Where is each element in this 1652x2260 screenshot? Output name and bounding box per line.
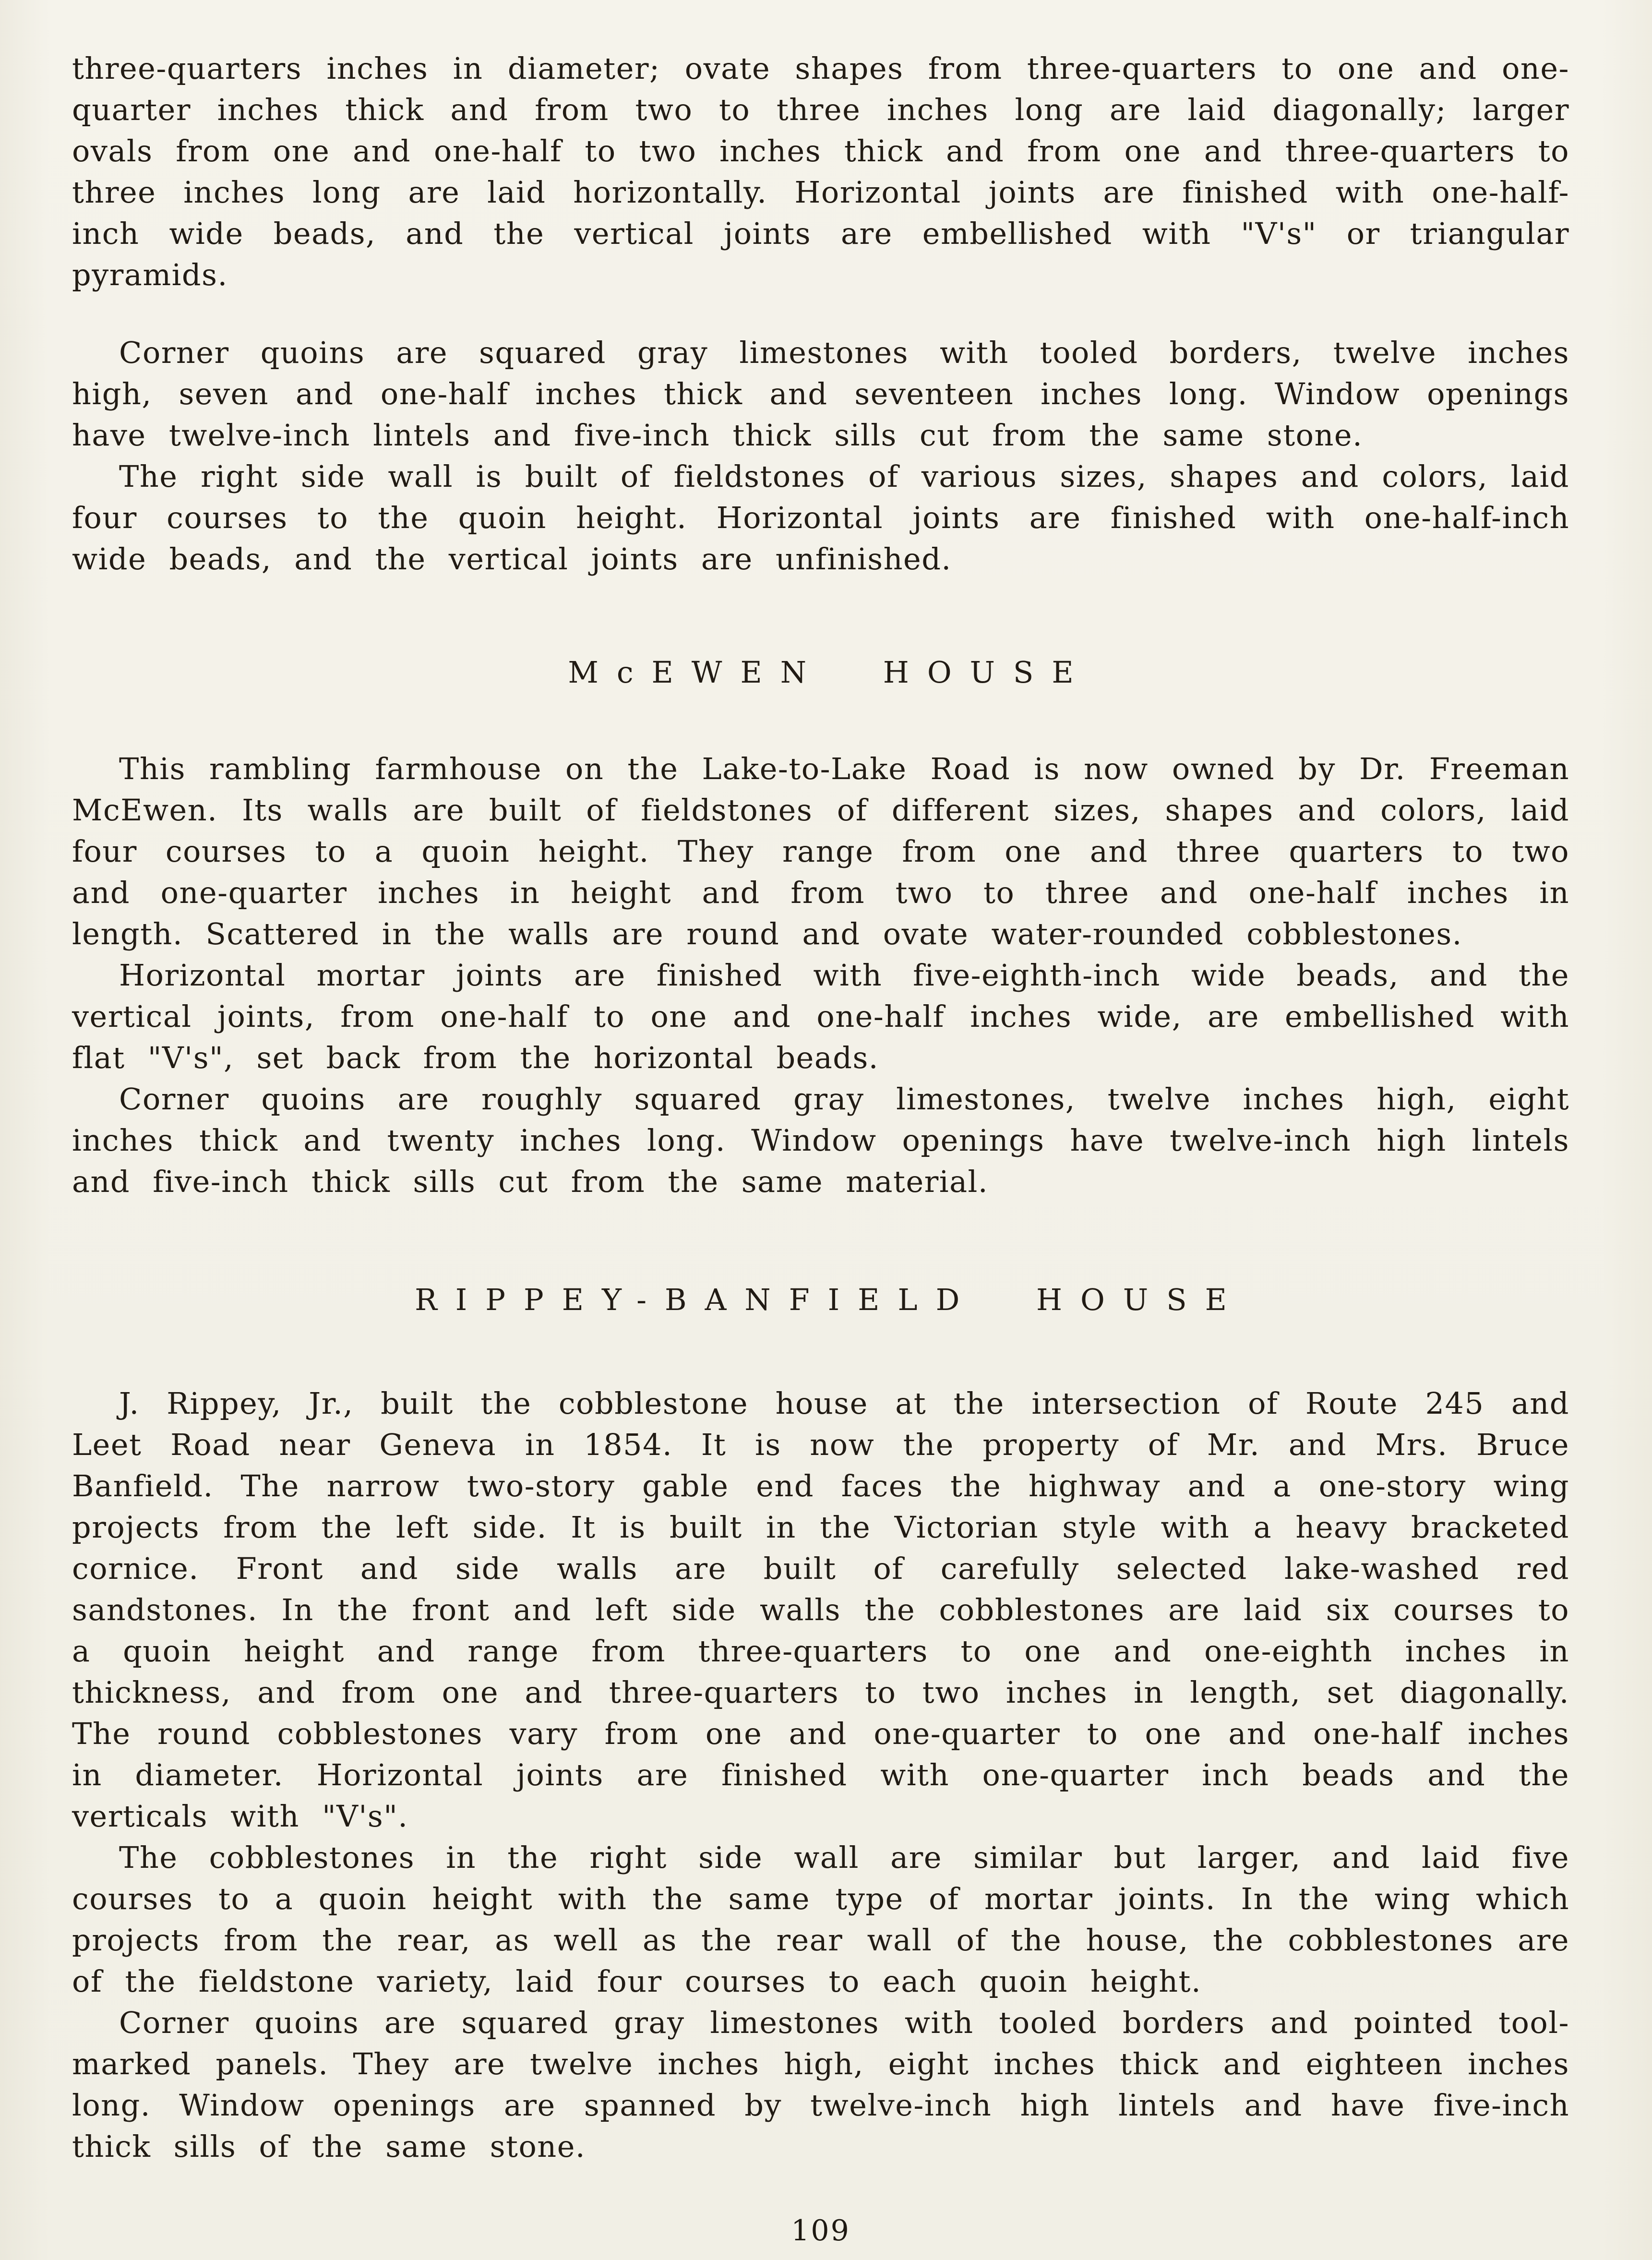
paragraph-right-side-wall: The right side wall is built of fieldstones of various sizes, shapes and colors, laid four courses to the quoin height. Horizontal joints are finished with one-half-inch wide beads, and the vertical joints are unfinished. <box>72 459 1569 577</box>
section-mcewen-house <box>72 652 1569 1202</box>
section-heading-rippey-banfield-house: RIPPEY-BANFIELD HOUSE <box>415 1282 1245 1317</box>
paragraph-continued-from-previous-page: three-quarters inches in diameter; ovate shapes from three-quarters to one and one-quarter inches thick and from two to three inches long are laid diagonally; larger ovals from one and one-half to two inches thick and from one and three-quarters to three inches long are laid horizontally. Horizontal joints are finished with one-half-inch wide beads, and the vertical joints are embellished with "V's" or triangular pyramids. <box>72 51 1569 292</box>
paragraph-mcewen-description: This rambling farmhouse on the Lake-to-Lake Road is now owned by Dr. Freeman McEwen. Its walls are built of fieldstones of different sizes, shapes and colors, laid four courses to a quoin height. They range from one and three quarters to two and one-quarter inches in height and from two to three and one-half inches in length. Scattered in the walls are round and ovate water-rounded cobblestones. <box>72 751 1569 951</box>
section-heading-mcewen-house: McEWEN HOUSE <box>568 655 1092 690</box>
text-column <box>72 48 1569 2167</box>
paragraph-rippey-description: J. Rippey, Jr., built the cobblestone house at the intersection of Route 245 and Leet Road near Geneva in 1854. It is now the property of Mr. and Mrs. Bruce Banfield. The narrow two-story gable end faces the highway and a one-story wing projects from the left side. It is built in the Victorian style with a heavy bracketed cornice. Front and side walls are built of carefully selected lake-washed red sandstones. In the front and left side walls the cobblestones are laid six courses to a quoin height and range from three-quarters to one and one-eighth inches in thickness, and from one and three-quarters to two inches in length, set diagonally. The round cobblestones vary from one and one-quarter to one and one-half inches in diameter. Horizontal joints are finished with one-quarter inch beads and the verticals with "V's". <box>72 1386 1569 1834</box>
page-footer <box>72 2214 1569 2248</box>
section-rippey-banfield-house <box>72 1279 1569 2167</box>
paragraph-corner-quoins: Corner quoins are squared gray limestones with tooled borders, twelve inches high, seven and one-half inches thick and seventeen inches long. Window openings have twelve-inch lintels and five-inch thick sills cut from the same stone. <box>72 335 1569 453</box>
paragraph-rippey-right-side-wall: The cobblestones in the right side wall are similar but larger, and laid five courses to a quoin height with the same type of mortar joints. In the wing which projects from the rear, as well as the rear wall of the house, the cobblestones are of the fieldstone variety, laid four courses to each quoin height. <box>72 1840 1569 1999</box>
page-number: 109 <box>791 2214 850 2248</box>
intro-section <box>72 48 1569 580</box>
paragraph-mcewen-mortar-joints: Horizontal mortar joints are finished with five-eighth-inch wide beads, and the vertical joints, from one-half to one and one-half inches wide, are embellished with flat "V's", set back from the horizontal beads. <box>72 958 1569 1075</box>
paragraph-rippey-corner-quoins: Corner quoins are squared gray limestones with tooled borders and pointed tool-marked panels. They are twelve inches high, eight inches thick and eighteen inches long. Window openings are spanned by twelve-inch high lintels and have five-inch thick sills of the same stone. <box>72 2005 1569 2164</box>
paragraph-mcewen-corner-quoins: Corner quoins are roughly squared gray limestones, twelve inches high, eight inches thick and twenty inches long. Window openings have twelve-inch high lintels and five-inch thick sills cut from the same material. <box>72 1082 1569 1199</box>
